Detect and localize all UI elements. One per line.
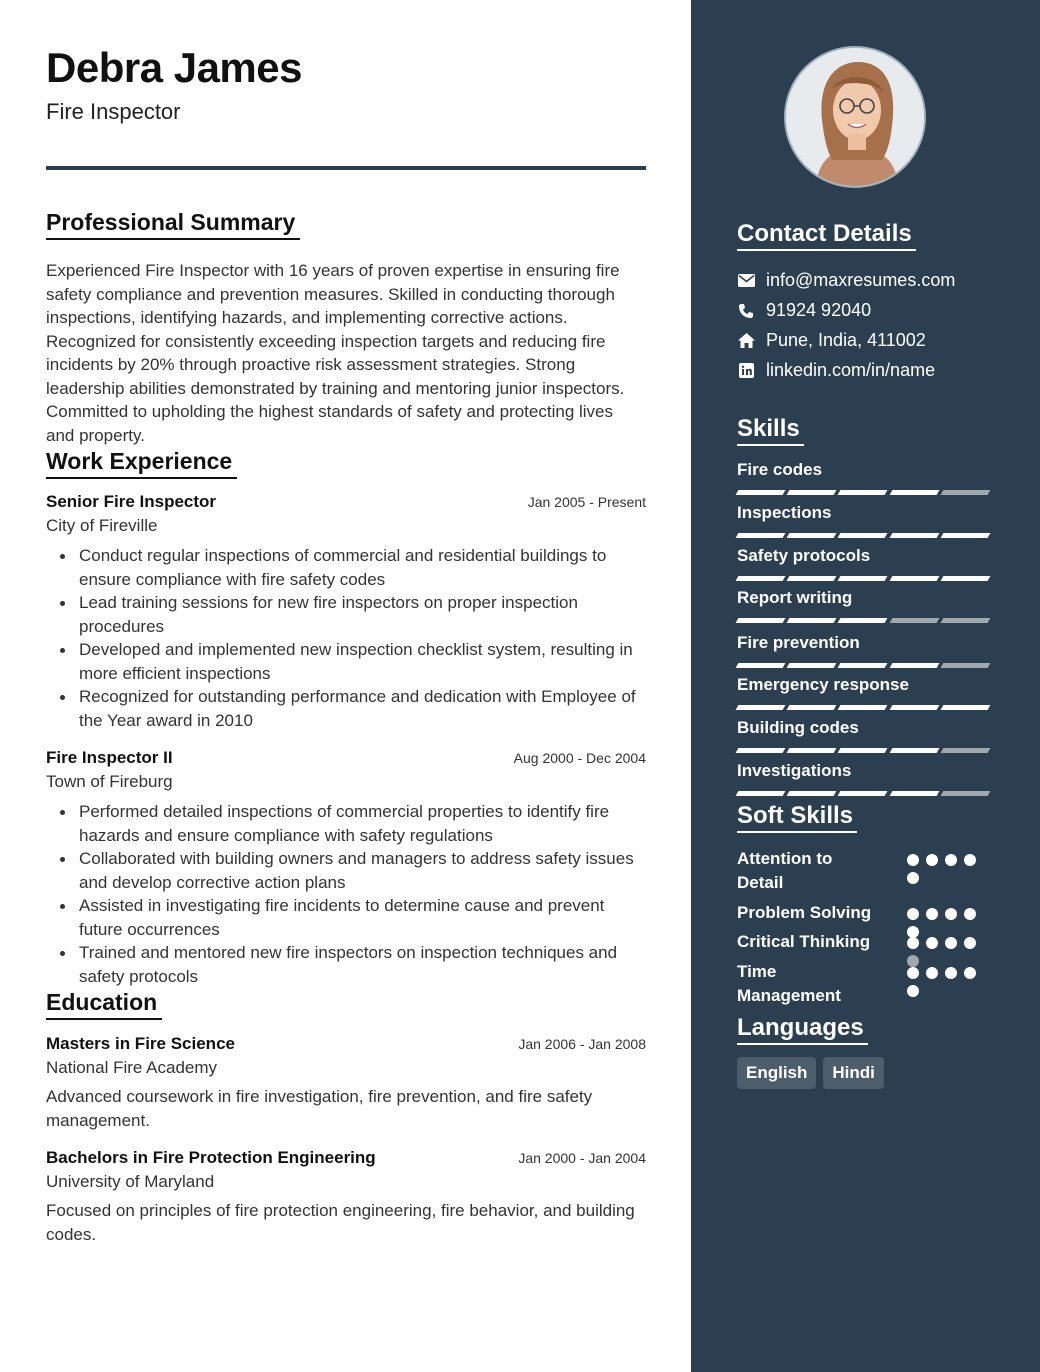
rating-dot <box>907 985 919 997</box>
sidebar <box>691 0 1040 1372</box>
education-entry <box>46 1034 646 1132</box>
skill-level-segment <box>940 663 990 668</box>
candidate-title: Fire Inspector <box>46 99 181 124</box>
skill-level-bar <box>737 705 993 710</box>
rating-dot <box>945 937 957 949</box>
skill-name: Building codes <box>737 718 859 737</box>
contact-linkedin[interactable] <box>737 360 935 381</box>
skill-level-bar <box>737 618 993 623</box>
school-name: University of Maryland <box>46 1172 215 1191</box>
rating-dot <box>964 908 976 920</box>
rating-dot <box>907 872 919 884</box>
skill-level-segment <box>940 618 990 623</box>
skill-level-segment <box>838 748 888 753</box>
job-entry <box>46 492 646 732</box>
language-tag: Hindi <box>823 1057 884 1089</box>
skill-level-segment <box>787 791 837 796</box>
profile-photo <box>784 46 926 188</box>
skills-heading: Skills <box>737 415 804 446</box>
skill-level-segment <box>940 791 990 796</box>
skill-level-segment <box>940 748 990 753</box>
skill-name: Safety protocols <box>737 546 871 565</box>
rating-dot <box>926 937 938 949</box>
skill-level-segment <box>889 490 939 495</box>
rating-dot <box>945 908 957 920</box>
skill-level-segment <box>787 576 837 581</box>
bullet-item: Lead training sessions for new fire inspectors on proper inspection procedures <box>46 591 646 638</box>
job-org: City of Fireville <box>46 516 158 535</box>
skill-level-segment <box>838 791 888 796</box>
bullet-item: Trained and mentored new fire inspectors on inspection techniques and safety protocols <box>46 941 646 988</box>
soft-skill-rating <box>907 853 987 889</box>
skill-level-bar <box>737 576 993 581</box>
bullet-item: Developed and implemented new inspection checklist system, resulting in more efficient inspections <box>46 638 646 685</box>
envelope-icon <box>737 272 755 290</box>
skill-level-segment <box>838 705 888 710</box>
skill-level-segment <box>736 705 786 710</box>
skill-level-segment <box>889 791 939 796</box>
bullet-item: Conduct regular inspections of commercial and residential buildings to ensure compliance with fire safety codes <box>46 544 646 591</box>
skill-level-segment <box>889 748 939 753</box>
rating-dot <box>907 908 919 920</box>
skill-item <box>737 675 993 710</box>
skill-level-segment <box>838 663 888 668</box>
bullet-item: Performed detailed inspections of commercial properties to identify fire hazards and ensure compliance with safety regulations <box>46 800 646 847</box>
skill-level-bar <box>737 663 993 668</box>
skill-level-segment <box>889 576 939 581</box>
rating-dot <box>945 967 957 979</box>
degree-date: Jan 2000 - Jan 2004 <box>518 1150 646 1166</box>
experience-heading: Work Experience <box>46 448 237 479</box>
job-org: Town of Fireburg <box>46 772 173 791</box>
skill-level-segment <box>838 618 888 623</box>
soft-skill-item <box>737 847 997 895</box>
skill-level-segment <box>889 618 939 623</box>
skill-name: Fire codes <box>737 460 823 479</box>
bullet-item: Recognized for outstanding performance and dedication with Employee of the Year award in 2010 <box>46 685 646 732</box>
location-text: Pune, India, 411002 <box>766 330 926 350</box>
skill-level-segment <box>736 748 786 753</box>
skill-level-bar <box>737 791 993 796</box>
job-title: Senior Fire Inspector <box>46 492 217 511</box>
rating-dot <box>926 967 938 979</box>
skill-level-segment <box>736 576 786 581</box>
job-date: Aug 2000 - Dec 2004 <box>513 750 646 766</box>
rating-dot <box>907 967 919 979</box>
skill-level-segment <box>787 748 837 753</box>
skill-level-segment <box>787 490 837 495</box>
candidate-name: Debra James <box>46 44 302 91</box>
skill-item <box>737 503 993 538</box>
job-bullets <box>46 800 646 988</box>
skill-level-segment <box>838 576 888 581</box>
skill-level-segment <box>889 705 939 710</box>
skill-level-segment <box>736 618 786 623</box>
skill-level-segment <box>838 533 888 538</box>
soft-skills-heading: Soft Skills <box>737 802 857 833</box>
soft-skill-item <box>737 960 997 1008</box>
rating-dot <box>945 854 957 866</box>
languages-list <box>737 1057 891 1089</box>
skill-level-bar <box>737 490 993 495</box>
skill-name: Investigations <box>737 761 852 780</box>
skill-level-bar <box>737 748 993 753</box>
rating-dot <box>926 854 938 866</box>
contact-heading: Contact Details <box>737 220 916 251</box>
soft-skill-name: Problem Solving <box>737 903 872 922</box>
bullet-item: Collaborated with building owners and managers to address safety issues and develop corrective action plans <box>46 847 646 894</box>
soft-skill-name: Attention to Detail <box>737 849 833 892</box>
skill-item <box>737 460 993 495</box>
degree-title: Masters in Fire Science <box>46 1034 235 1053</box>
skill-level-segment <box>940 533 990 538</box>
school-name: National Fire Academy <box>46 1058 218 1077</box>
skill-level-segment <box>787 533 837 538</box>
soft-skill-item <box>737 901 997 925</box>
skill-level-segment <box>736 533 786 538</box>
skill-level-segment <box>838 490 888 495</box>
skill-level-segment <box>787 663 837 668</box>
linkedin-icon <box>737 362 755 380</box>
skill-level-segment <box>787 618 837 623</box>
job-date: Jan 2005 - Present <box>527 494 646 510</box>
skill-level-segment <box>787 705 837 710</box>
skill-level-segment <box>736 490 786 495</box>
contact-phone[interactable] <box>737 300 871 321</box>
linkedin-text: linkedin.com/in/name <box>766 360 936 380</box>
skill-level-segment <box>736 663 786 668</box>
job-title: Fire Inspector II <box>46 748 173 767</box>
phone-icon <box>737 302 755 320</box>
degree-title: Bachelors in Fire Protection Engineering <box>46 1148 376 1167</box>
rating-dot <box>964 854 976 866</box>
education-entry <box>46 1148 646 1246</box>
skill-name: Inspections <box>737 503 832 522</box>
soft-skill-name: Critical Thinking <box>737 932 871 951</box>
skill-level-segment <box>940 490 990 495</box>
job-entry <box>46 748 646 988</box>
job-bullets <box>46 544 646 732</box>
degree-description: Advanced coursework in fire investigation, fire prevention, and fire safety management. <box>46 1087 593 1130</box>
summary-heading: Professional Summary <box>46 209 300 240</box>
skill-level-segment <box>940 576 990 581</box>
home-icon <box>737 332 755 350</box>
degree-date: Jan 2006 - Jan 2008 <box>518 1036 646 1052</box>
skill-item <box>737 588 993 623</box>
contact-location <box>737 330 926 351</box>
rating-dot <box>964 967 976 979</box>
skill-item <box>737 761 993 796</box>
summary-text: Experienced Fire Inspector with 16 years of proven expertise in ensuring fire safety compliance and prevention measures. Skilled in conducting thorough inspections, identifying hazards, and implementing corrective actions. Recognized for consistently exceeding inspection targets and reducing fire incidents by 20% through proactive risk assessment strategies. Strong leadership abilities demonstrated by training and mentoring junior inspectors. Committed to upholding the highest standards of safety and protecting lives and property. <box>46 261 625 445</box>
rating-dot <box>907 854 919 866</box>
rating-dot <box>907 937 919 949</box>
language-tag: English <box>737 1057 816 1089</box>
languages-heading: Languages <box>737 1014 868 1045</box>
skill-level-segment <box>940 705 990 710</box>
soft-skill-item <box>737 930 997 954</box>
contact-email[interactable] <box>737 270 955 291</box>
skill-item <box>737 718 993 753</box>
email-text: info@maxresumes.com <box>766 270 956 290</box>
rating-dot <box>964 937 976 949</box>
skill-level-bar <box>737 533 993 538</box>
phone-text: 91924 92040 <box>766 300 872 320</box>
soft-skill-name: Time Management <box>737 962 841 1005</box>
skill-item <box>737 546 993 581</box>
skill-item <box>737 633 993 668</box>
skill-level-segment <box>889 663 939 668</box>
skill-name: Emergency response <box>737 675 909 694</box>
skill-name: Fire prevention <box>737 633 860 652</box>
education-heading: Education <box>46 989 162 1020</box>
header-divider <box>46 166 646 170</box>
rating-dot <box>926 908 938 920</box>
bullet-item: Assisted in investigating fire incidents to determine cause and prevent future occurrences <box>46 894 646 941</box>
skill-level-segment <box>889 533 939 538</box>
skill-level-segment <box>736 791 786 796</box>
skill-name: Report writing <box>737 588 853 607</box>
degree-description: Focused on principles of fire protection engineering, fire behavior, and building codes. <box>46 1201 635 1244</box>
soft-skill-rating <box>907 966 987 1002</box>
